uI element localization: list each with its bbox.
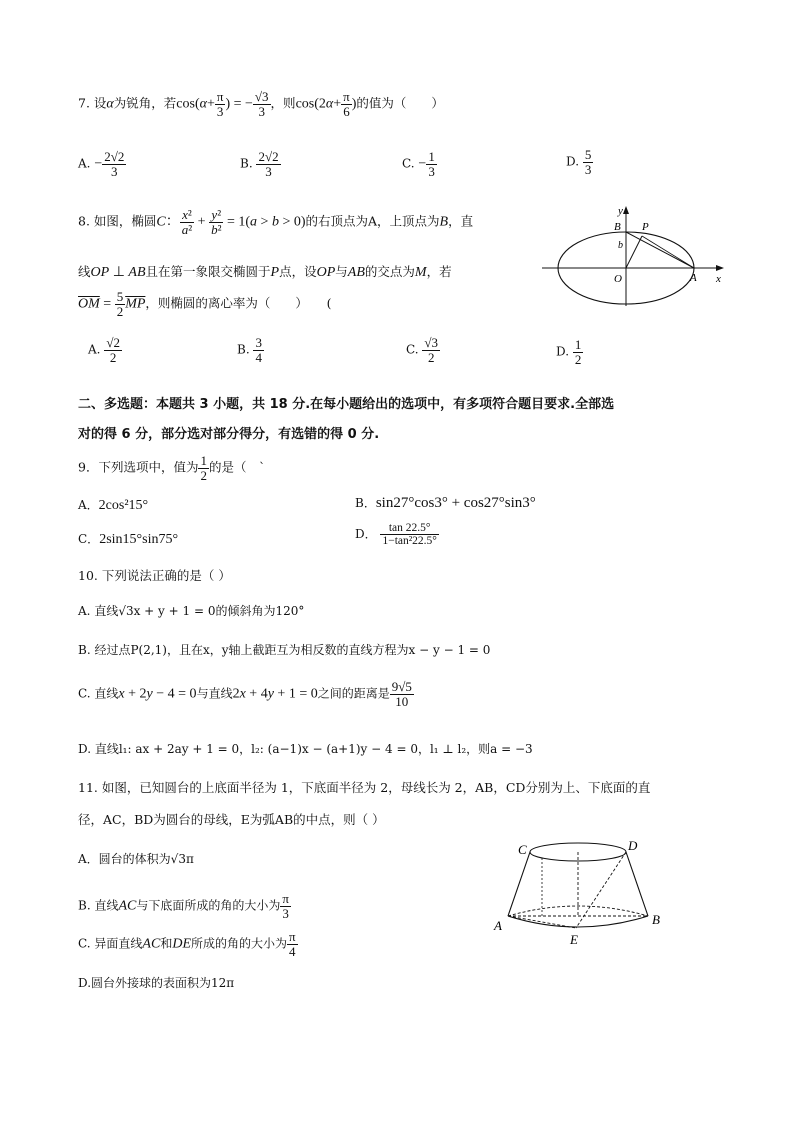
q11-option-d[interactable]: D.圆台外接球的表面积为12π: [78, 976, 235, 990]
q7-option-c[interactable]: C. − $\frac{1}{3}$: [402, 149, 435, 179]
label-c: C: [518, 842, 527, 857]
section-2-line2: 对的得 6 分，部分选对部分得分，有选错的得 0 分.: [78, 427, 380, 442]
generatrix-ac: [508, 852, 530, 916]
y-axis-arrow: [623, 206, 629, 214]
label-b: B: [614, 221, 621, 233]
q10-option-d[interactable]: D. 直线l₁: ax + 2ay + 1 = 0，l₂: (a−1)x − (a+1)y − 4 = 0，l₁ ⊥ l₂，则a = −3: [78, 742, 533, 756]
q10-option-b[interactable]: B. 经过点P(2,1)，且在x，y轴上截距互为相反数的直线方程为x − y − 1 = 0: [78, 643, 491, 657]
q8-stem-line2: 线OP ⊥ AB且在第一象限交椭圆于P点，设OP与AB的交点为M，若: [78, 264, 452, 280]
q11-stem-line2: 径，AC，BD为圆台的母线，E为弧AB的中点，则（ ）: [78, 812, 385, 827]
q9-option-d[interactable]: D． $\frac{\tan 22.5^\circ}{\text{1−tan²22.5°}}$: [355, 522, 437, 548]
q8-option-a[interactable]: A. $\frac{√2}{2}$: [88, 335, 120, 365]
q8-option-d[interactable]: D. $\frac{1}{2}$: [556, 337, 582, 367]
label-p: P: [642, 221, 649, 233]
generatrix-bd: [626, 852, 648, 916]
q11-option-a[interactable]: A．圆台的体积为√3π: [78, 852, 194, 866]
q8-option-c[interactable]: C. $\frac{√3}{2}$: [406, 335, 439, 365]
q7-option-a[interactable]: A. − $\frac{2√2}{3}$: [78, 149, 125, 179]
q9-option-b[interactable]: B．sin27°cos3° + cos27°sin3°: [355, 495, 536, 511]
section-2-line1: 二、多选题：本题共 3 小题，共 18 分.在每小题给出的选项中，有多项符合题目要求.全部选: [78, 397, 615, 412]
q8-option-b[interactable]: B. $\frac{3}{4}$: [237, 335, 262, 365]
segment-ab: [626, 232, 694, 268]
label-a: A: [494, 918, 502, 933]
q9-option-a[interactable]: A．2cos²15°: [78, 498, 149, 513]
q7-option-b[interactable]: B. $\frac{2√2}{3}$: [240, 149, 279, 179]
q8-ellipse-figure: [538, 202, 728, 308]
x-axis-arrow: [716, 265, 724, 271]
label-a: A: [690, 272, 697, 284]
q11-stem-line1: 11. 如图，已知圆台的上底面半径为 1，下底面半径为 2，母线长为 2，AB，CD分别为上、下底面的直: [78, 780, 651, 795]
label-y: y: [618, 205, 623, 217]
q11-frustum-figure: [490, 834, 670, 952]
q7-option-d[interactable]: D. $\frac{5}{3}$: [566, 147, 592, 177]
q8-stem-line3: $\overline{OM}$ = $\frac{5}{2}$ $\overline{MP}$，则椭圆的离心率为（ ） (: [78, 289, 332, 319]
q11-option-c[interactable]: C. 异面直线AC和DE所成的角的大小为 $\frac{\pi}{4}$: [78, 929, 296, 959]
q8-stem-line1: 8. 如图，椭圆C： $\frac{\text{x²}}{\text{a²}}$ + $\frac{\text{y²}}{\text{b²}}$ = 1(a > b > 0)的右顶点为A，上顶点为B，直: [78, 207, 474, 237]
label-x: x: [716, 273, 721, 285]
label-d: D: [628, 838, 638, 853]
q9-stem: 9．下列选项中，值为 $\frac{1}{2}$ 的是（ `: [78, 453, 266, 483]
label-o: O: [614, 273, 622, 285]
q11-option-b[interactable]: B. 直线AC与下底面所成的角的大小为 $\frac{\pi}{3}$: [78, 891, 289, 921]
segment-de: [576, 852, 626, 928]
q10-option-c[interactable]: C. 直线x + 2y − 4 = 0与直线2x + 4y + 1 = 0之间的距离是 $\frac{9√5}{10}$: [78, 679, 412, 709]
q10-option-a[interactable]: A. 直线√3x + y + 1 = 0的倾斜角为120°: [78, 604, 305, 618]
q7-stem: 7. 设α为锐角，若cos(α+ $\frac{\pi}{3}$ ) = − $\frac{√3}{3}$ ，则cos(2α+ $\frac{\pi}{6}$ )的值为（ ）: [78, 89, 444, 119]
label-e: E: [570, 932, 578, 947]
label-b: B: [652, 912, 660, 927]
q9-option-c[interactable]: C．2sin15°sin75°: [78, 532, 179, 547]
label-b-small: b: [618, 240, 623, 251]
segment-pa: [642, 236, 694, 268]
segment-op: [626, 236, 642, 268]
q10-stem: 10. 下列说法正确的是（ ）: [78, 568, 231, 583]
